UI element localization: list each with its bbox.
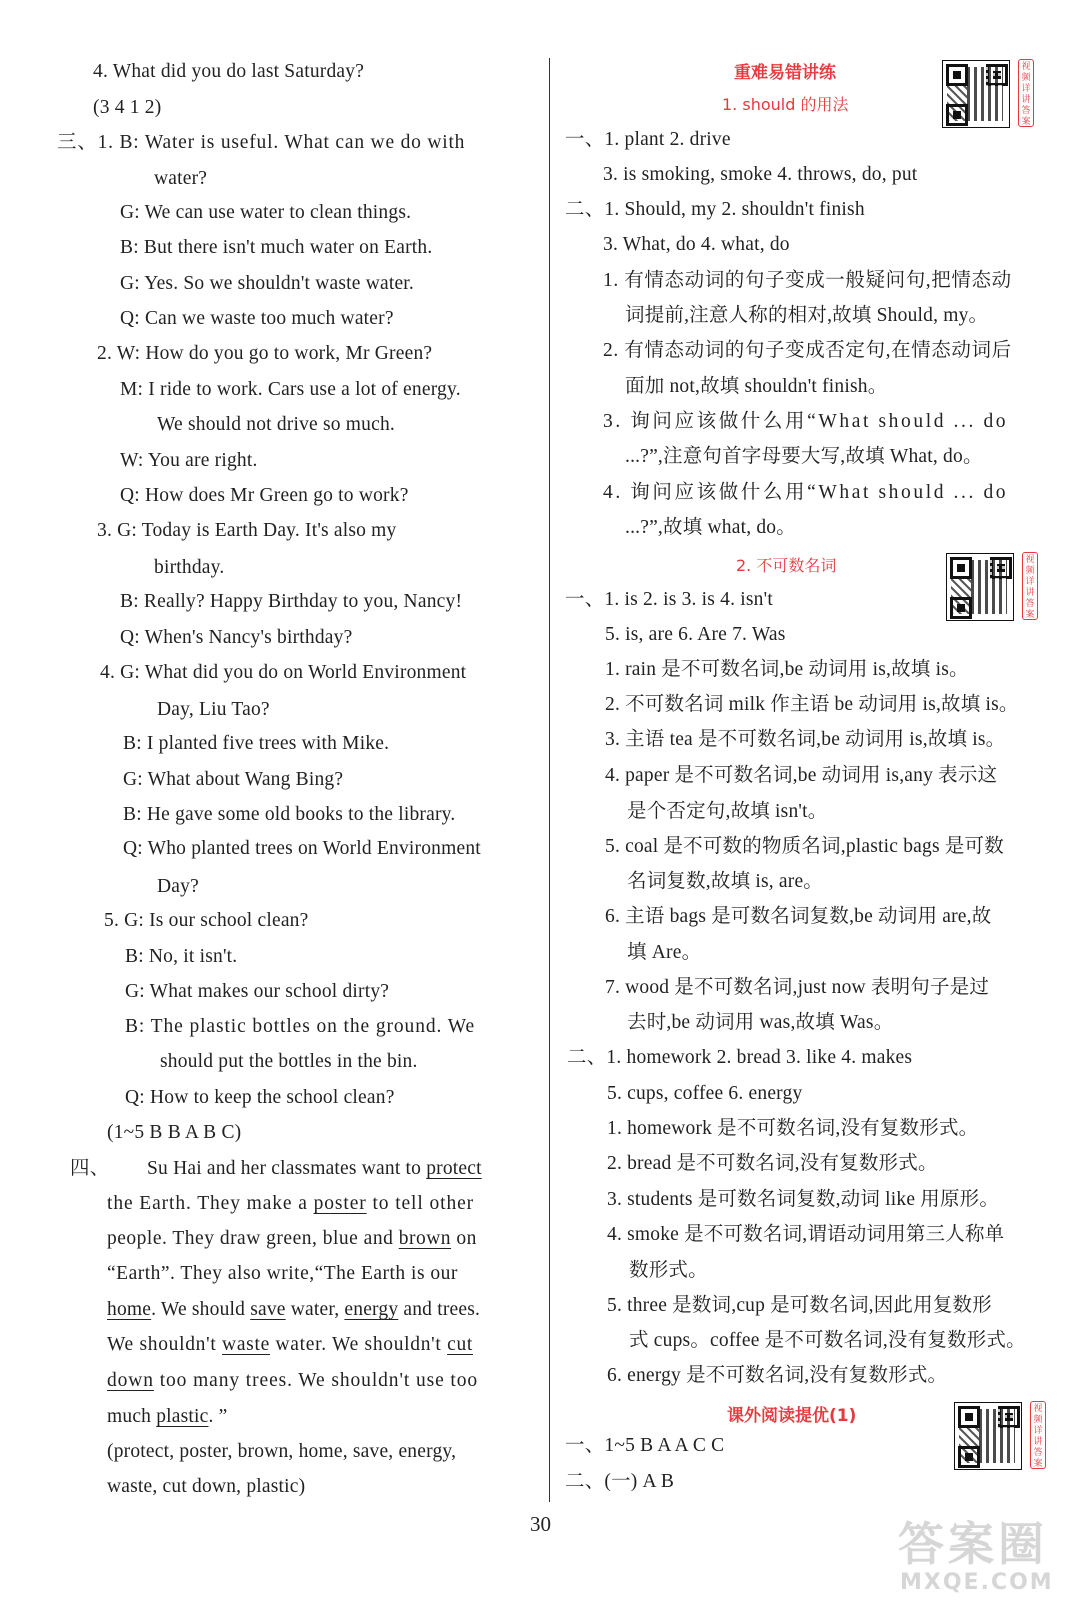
- answer-line: 1. rain 是不可数名词,be 动词用 is,故填 is。: [605, 659, 969, 680]
- answer-line: 5. G: Is our school clean?: [104, 910, 309, 931]
- answer-line: B: The plastic bottles on the ground. We: [125, 1016, 475, 1037]
- passage-line: Su Hai and her classmates want to protect: [147, 1158, 482, 1179]
- passage-line: We shouldn't waste water. We shouldn't cut: [107, 1334, 474, 1355]
- section-label: 四、: [70, 1158, 110, 1179]
- watermark-logo: 答案圈 MXQE.COM: [898, 1517, 1054, 1595]
- answer-line: 4. smoke 是不可数名词,谓语动词用第三人称单: [607, 1224, 1005, 1245]
- answer-line: B: Really? Happy Birthday to you, Nancy!: [120, 591, 463, 612]
- answer-line: 5. three 是数词,cup 是可数名词,因此用复数形: [607, 1295, 992, 1316]
- passage-line: waste, cut down, plastic): [107, 1476, 306, 1497]
- answer-line: B: But there isn't much water on Earth.: [120, 237, 433, 258]
- answer-line: 一、1. is 2. is 3. is 4. isn't: [565, 589, 773, 610]
- answer-line: 5. cups, coffee 6. energy: [607, 1083, 803, 1104]
- answer-line: Q: When's Nancy's birthday?: [120, 627, 353, 648]
- answer-line: G: We can use water to clean things.: [120, 202, 412, 223]
- answer-line: 是个否定句,故填 isn't。: [627, 801, 828, 822]
- answer-line: 5. is, are 6. Are 7. Was: [605, 624, 786, 645]
- answer-line: 一、1. plant 2. drive: [565, 129, 731, 150]
- answer-line: B: I planted five trees with Mike.: [123, 733, 390, 754]
- answer-line: 3. G: Today is Earth Day. It's also my: [97, 520, 397, 541]
- answer-line: 4. G: What did you do on World Environment: [100, 662, 467, 683]
- answer-line: 2. 有情态动词的句子变成否定句,在情态动词后: [603, 340, 1012, 361]
- answer-line: Q: Can we waste too much water?: [120, 308, 394, 329]
- video-answer-tag: 视频详讲答案: [1030, 1401, 1046, 1469]
- answer-line: 二、1. homework 2. bread 3. like 4. makes: [567, 1047, 913, 1068]
- answer-line: Q: How does Mr Green go to work?: [120, 485, 409, 506]
- answer-line: 4. 询问应该做什么用“What should ... do: [603, 482, 1009, 503]
- section-heading: 重难易错讲练: [734, 63, 836, 83]
- answer-line: 二、(一) A B: [565, 1471, 675, 1492]
- answer-line: 3. is smoking, smoke 4. throws, do, put: [603, 164, 918, 185]
- passage-line: people. They draw green, blue and brown on: [107, 1228, 477, 1249]
- answer-line: (1~5 B B A B C): [107, 1122, 242, 1143]
- answer-line: B: He gave some old books to the library.: [123, 804, 456, 825]
- page-number: 30: [530, 1512, 551, 1536]
- answer-line: 式 cups。coffee 是不可数名词,没有复数形式。: [629, 1330, 1026, 1351]
- answer-line: ...?”,注意句首字母要大写,故填 What, do。: [625, 446, 983, 467]
- answer-line: 一、1~5 B A A C C: [565, 1435, 725, 1456]
- answer-line: 2. W: How do you go to work, Mr Green?: [97, 343, 433, 364]
- answer-line: 4. paper 是不可数名词,be 动词用 is,any 表示这: [605, 765, 998, 786]
- answer-line: 5. coal 是不可数的物质名词,plastic bags 是可数: [605, 836, 1004, 857]
- passage-line: home. We should save water, energy and trees.: [107, 1299, 481, 1320]
- passage-line: much plastic. ”: [107, 1406, 228, 1427]
- answer-line: 三、1. B: Water is useful. What can we do with: [57, 132, 466, 153]
- answer-line: 1. homework 是不可数名词,没有复数形式。: [607, 1118, 979, 1139]
- answer-line: Day?: [157, 876, 199, 897]
- answer-line: Day, Liu Tao?: [157, 699, 270, 720]
- answer-line: Q: Who planted trees on World Environment: [123, 838, 481, 859]
- answer-line: 3. 询问应该做什么用“What should ... do: [603, 411, 1009, 432]
- answer-line: 3. What, do 4. what, do: [603, 234, 790, 255]
- answer-line: 去时,be 动词用 was,故填 Was。: [627, 1012, 894, 1033]
- passage-line: (protect, poster, brown, home, save, energy,: [107, 1441, 457, 1462]
- answer-line: 3. students 是可数名词复数,动词 like 用原形。: [607, 1189, 1000, 1210]
- video-answer-tag: 视频详讲答案: [1022, 552, 1038, 620]
- answer-line: We should not drive so much.: [157, 414, 396, 435]
- answer-line: 1. 有情态动词的句子变成一般疑问句,把情态动: [603, 270, 1012, 291]
- answer-line: G: What makes our school dirty?: [125, 981, 390, 1002]
- passage-line: “Earth”. They also write,“The Earth is our: [107, 1263, 458, 1284]
- answer-line: 词提前,注意人称的相对,故填 Should, my。: [625, 305, 989, 326]
- subsection-heading: 2. 不可数名词: [736, 556, 837, 575]
- passage-line: the Earth. They make a poster to tell other: [107, 1193, 475, 1214]
- section-heading: 课外阅读提优(1): [727, 1406, 857, 1426]
- passage-line: down too many trees. We shouldn't use too: [107, 1370, 479, 1391]
- answer-line: G: Yes. So we shouldn't waste water.: [120, 273, 414, 294]
- answer-line: ...?”,故填 what, do。: [625, 517, 796, 538]
- column-divider: [549, 58, 550, 1502]
- answer-line: should put the bottles in the bin.: [160, 1051, 418, 1072]
- answer-line: 3. 主语 tea 是不可数名词,be 动词用 is,故填 is。: [605, 729, 1006, 750]
- qr-code-icon: [954, 1402, 1022, 1470]
- answer-line: M: I ride to work. Cars use a lot of energy.: [120, 379, 461, 400]
- answer-line: 2. bread 是不可数名词,没有复数形式。: [607, 1153, 938, 1174]
- answer-line: 填 Are。: [627, 942, 702, 963]
- answer-line: 2. 不可数名词 milk 作主语 be 动词用 is,故填 is。: [605, 694, 1019, 715]
- subsection-heading: 1. should 的用法: [722, 95, 849, 114]
- video-answer-tag: 视频详讲答案: [1018, 59, 1034, 127]
- answer-line: 二、1. Should, my 2. shouldn't finish: [565, 199, 865, 220]
- answer-line: 7. wood 是不可数名词,just now 表明句子是过: [605, 977, 990, 998]
- answer-line: 面加 not,故填 shouldn't finish。: [625, 376, 888, 397]
- answer-line: 6. 主语 bags 是可数名词复数,be 动词用 are,故: [605, 906, 992, 927]
- answer-line: 4. What did you do last Saturday?: [93, 61, 365, 82]
- answer-line: B: No, it isn't.: [125, 946, 238, 967]
- answer-line: (3 4 1 2): [93, 97, 162, 118]
- answer-line: 名词复数,故填 is, are。: [627, 871, 824, 892]
- answer-line: water?: [154, 168, 208, 189]
- answer-line: W: You are right.: [120, 450, 258, 471]
- qr-code-icon: [946, 553, 1014, 621]
- answer-line: 数形式。: [629, 1260, 708, 1281]
- answer-line: 6. energy 是不可数名词,没有复数形式。: [607, 1365, 948, 1386]
- answer-line: G: What about Wang Bing?: [123, 769, 344, 790]
- answer-line: Q: How to keep the school clean?: [125, 1087, 395, 1108]
- answer-line: birthday.: [154, 557, 225, 578]
- qr-code-icon: [942, 60, 1010, 128]
